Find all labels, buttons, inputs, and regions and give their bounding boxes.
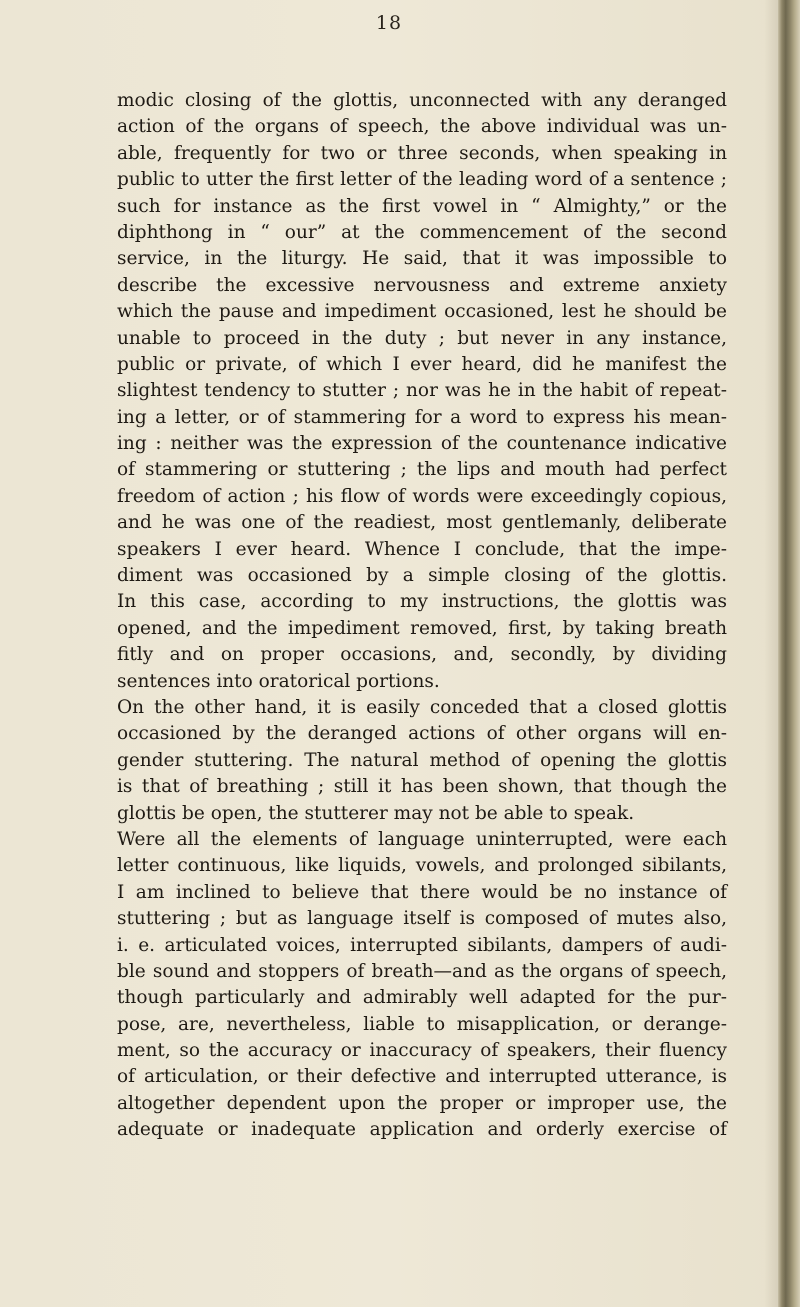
text-line: speakers I ever heard. Whence I conclude, that the impe- xyxy=(117,538,727,560)
text-line: gender stuttering. The natural method of opening the glottis xyxy=(117,749,727,771)
text-line: service, in the liturgy. He said, that it was impossible to xyxy=(117,248,727,270)
text-line: able, frequently for two or three seconds, when speaking in xyxy=(117,142,727,164)
body-text xyxy=(117,88,727,1144)
text-line: and he was one of the readiest, most gentlemanly, deliberate xyxy=(117,512,727,534)
text-line: I am inclined to believe that there would be no instance of xyxy=(117,881,727,903)
text-line: unable to proceed in the duty ; but never in any instance, xyxy=(117,327,727,349)
text-line: public to utter the first letter of the leading word of a sentence ; xyxy=(117,169,727,191)
text-line: public or private, of which I ever heard, did he manifest the xyxy=(117,353,727,375)
text-line: sentences into oratorical portions. xyxy=(117,670,440,692)
text-line: of stammering or stuttering ; the lips and mouth had perfect xyxy=(117,459,727,481)
text-line: In this case, according to my instructions, the glottis was xyxy=(117,591,727,613)
text-line: ble sound and stoppers of breath—and as the organs of speech, xyxy=(117,960,727,982)
page-number: 18 xyxy=(375,12,403,34)
text-line: freedom of action ; his flow of words were exceedingly copious, xyxy=(117,485,727,507)
text-line: describe the excessive nervousness and extreme anxiety xyxy=(117,274,727,296)
text-line: diphthong in “ our” at the commencement of the second xyxy=(117,221,727,243)
text-line: altogether dependent upon the proper or improper use, the xyxy=(117,1092,727,1114)
text-line: stuttering ; but as language itself is composed of mutes also, xyxy=(117,908,727,930)
text-line: of articulation, or their defective and interrupted utterance, is xyxy=(117,1066,727,1088)
text-line: modic closing of the glottis, unconnected with any deranged xyxy=(117,90,727,111)
text-line: occasioned by the deranged actions of other organs will en- xyxy=(117,723,727,745)
text-line: Were all the elements of language uninterrupted, were each xyxy=(117,828,727,850)
text-line: pose, are, nevertheless, liable to misapplication, or derange- xyxy=(117,1013,727,1035)
text-line: On the other hand, it is easily conceded that a closed glottis xyxy=(117,696,727,718)
text-line: is that of breathing ; still it has been shown, that though the xyxy=(117,776,727,798)
text-line: such for instance as the first vowel in “ Almighty,” or the xyxy=(117,195,727,217)
gutter-shadow xyxy=(764,0,778,1307)
text-line: slightest tendency to stutter ; nor was he in the habit of repeat- xyxy=(117,380,727,402)
text-line: letter continuous, like liquids, vowels, and prolonged sibilants, xyxy=(117,855,727,877)
text-line: though particularly and admirably well adapted for the pur- xyxy=(117,987,727,1009)
text-line: diment was occasioned by a simple closing of the glottis. xyxy=(117,565,727,587)
text-line: which the pause and impediment occasioned, lest he should be xyxy=(117,301,727,323)
text-line: action of the organs of speech, the above individual was un- xyxy=(117,116,727,138)
text-line: opened, and the impediment removed, first, by taking breath xyxy=(117,617,727,639)
text-line: ing a letter, or of stammering for a word to express his mean- xyxy=(117,406,727,428)
text-line: adequate or inadequate application and orderly exercise of xyxy=(117,1119,727,1141)
text-line: ing : neither was the expression of the countenance indicative xyxy=(117,433,727,455)
text-line: fitly and on proper occasions, and, secondly, by dividing xyxy=(117,644,727,666)
text-line: glottis be open, the stutterer may not be able to speak. xyxy=(117,802,635,824)
text-line: ment, so the accuracy or inaccuracy of speakers, their fluency xyxy=(117,1040,727,1062)
text-line: i. e. articulated voices, interrupted sibilants, dampers of audi- xyxy=(117,934,727,956)
book-binding-edge xyxy=(778,0,800,1307)
